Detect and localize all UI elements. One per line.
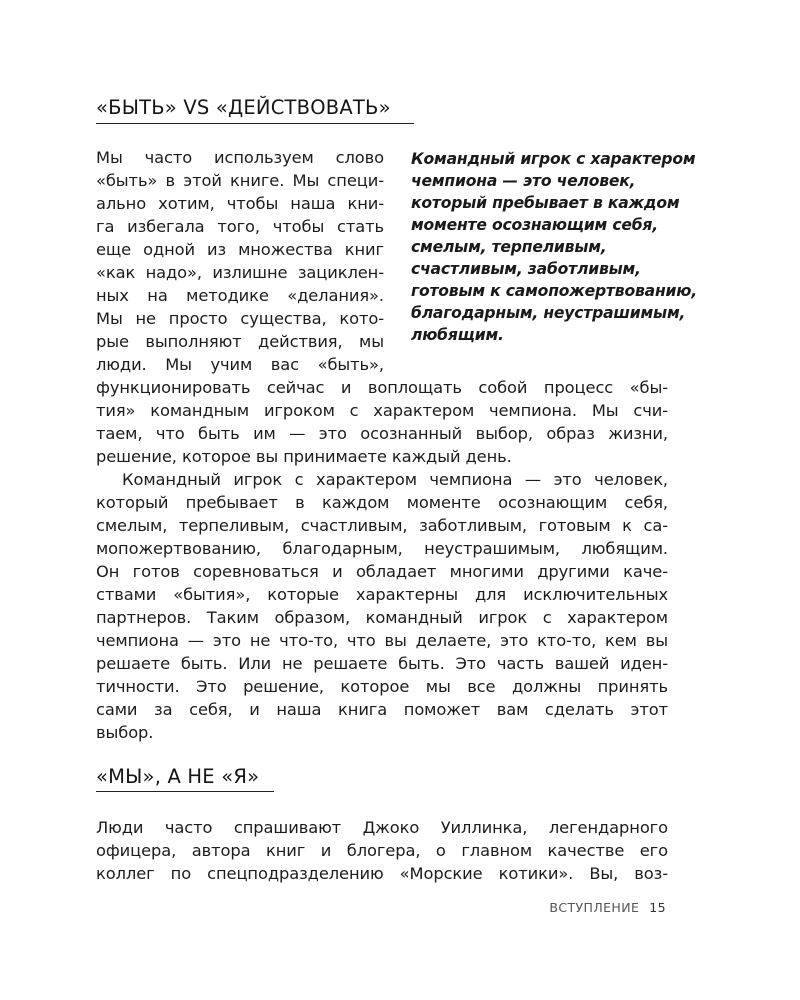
body-text-line: решение, которое вы принимаете каждый день. — [96, 447, 512, 466]
left-column-line: Мы не просто существа, кото- — [96, 309, 384, 328]
left-column-line: ально хотим, чтобы наша кни- — [96, 194, 384, 213]
heading-underline — [96, 123, 414, 124]
body-text-line: тия» командным игроком с характером чемпиона. Мы счи- — [96, 401, 668, 420]
body-text-line: выбор. — [96, 723, 154, 742]
body-text-line: коллег по спецподразделению «Морские котики». Вы, воз- — [96, 864, 668, 883]
left-column-line: га избегала того, чтобы стать — [96, 217, 384, 236]
pull-quote-line: любящим. — [411, 326, 504, 344]
body-text-line: офицера, автора книг и блогера, о главном качестве его — [96, 841, 668, 860]
left-column-line: Мы часто используем слово — [96, 148, 384, 167]
pull-quote-line: смелым, терпеливым, — [411, 238, 607, 256]
body-text-line: ствами «бытия», которые характерны для исключительных — [96, 585, 668, 604]
body-text-line: Он готов соревноваться и обладает многими другими каче- — [96, 562, 668, 581]
body-text-line: решаете быть. Или не решаете быть. Это часть вашей иден- — [96, 654, 668, 673]
page-footer — [520, 900, 666, 915]
page-number: 15 — [649, 900, 666, 915]
body-text-line: сами за себя, и наша книга поможет вам сделать этот — [96, 700, 668, 719]
pull-quote-line: моменте осознающим себя, — [411, 216, 658, 234]
body-text-line: мопожертвованию, благодарным, неустрашимым, любящим. — [96, 539, 668, 558]
left-column-line: люди. Мы учим вас «быть», — [96, 355, 384, 374]
left-column-line: «как надо», излишне зациклен- — [96, 263, 384, 282]
body-text-line: таем, что быть им — это осознанный выбор, образ жизни, — [96, 424, 668, 443]
pull-quote-line: благодарным, неустрашимым, — [411, 304, 686, 322]
body-text-line: Командный игрок с характером чемпиона — это человек, — [122, 470, 668, 489]
left-column-line: «быть» в этой книге. Мы специ- — [96, 171, 384, 190]
section-heading-be-vs-do: «БЫТЬ» VS «ДЕЙСТВОВАТЬ» — [96, 96, 391, 119]
body-text-line: партнеров. Таким образом, командный игрок с характером — [96, 608, 668, 627]
left-column-line: ных на методике «делания». — [96, 286, 384, 305]
body-text-line: Люди часто спрашивают Джоко Уиллинка, легендарного — [96, 818, 668, 837]
body-text-line: смелым, терпеливым, счастливым, заботливым, готовым к са- — [96, 516, 668, 535]
left-column-line: еще одной из множества книг — [96, 240, 384, 259]
pull-quote-line: Командный игрок с характером — [411, 150, 696, 168]
pull-quote-line: готовым к самопожертвованию, — [411, 282, 697, 300]
body-text-line: чемпиона — это не что-то, что вы делаете, это кто-то, кем вы — [96, 631, 668, 650]
body-text-line: функционировать сейчас и воплощать собой процесс «бы- — [96, 378, 668, 397]
pull-quote-line: который пребывает в каждом — [411, 194, 680, 212]
heading-underline — [96, 791, 274, 792]
section-heading-we-not-i: «МЫ», А НЕ «Я» — [96, 765, 260, 788]
chapter-name: ВСТУПЛЕНИЕ — [549, 900, 640, 915]
body-text-line: тичности. Это решение, которое мы все должны принять — [96, 677, 668, 696]
pull-quote-line: чемпиона — это человек, — [411, 172, 636, 190]
pull-quote-line: счастливым, заботливым, — [411, 260, 641, 278]
left-column-line: рые выполняют действия, мы — [96, 332, 384, 351]
body-text-line: который пребывает в каждом моменте осознающим себя, — [96, 493, 668, 512]
